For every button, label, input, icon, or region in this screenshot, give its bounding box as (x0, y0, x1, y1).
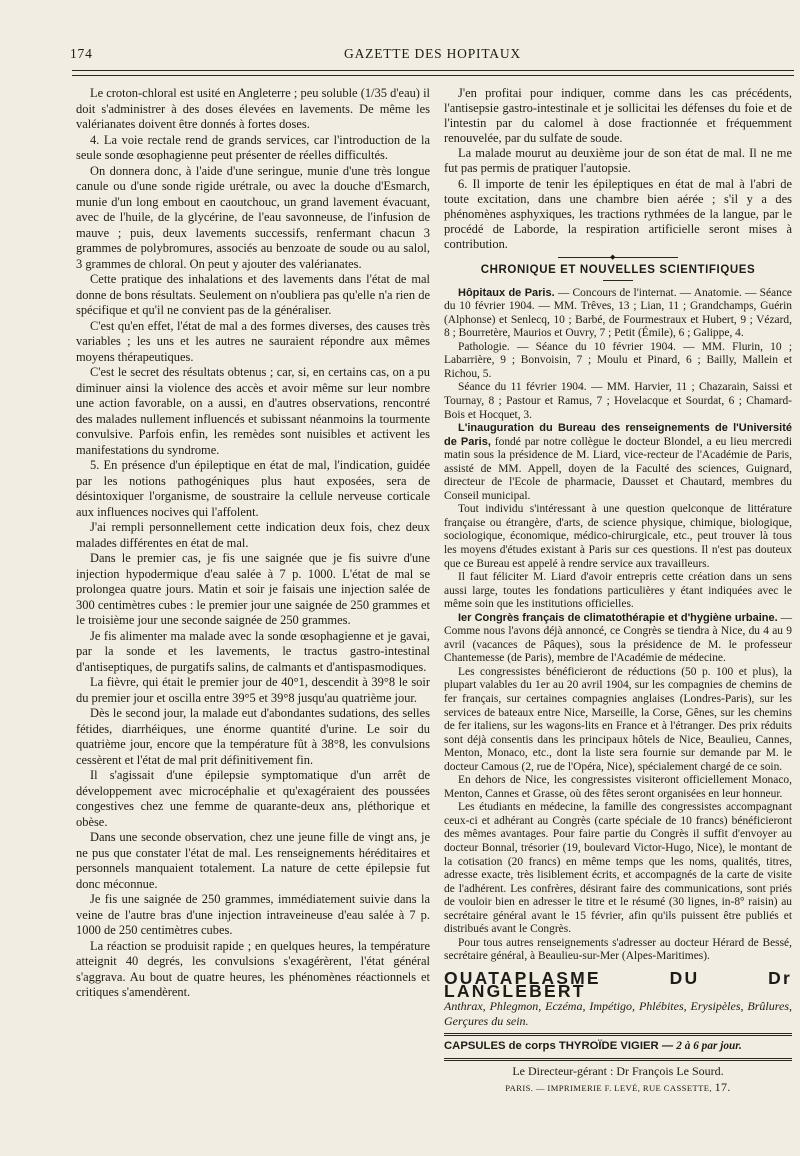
news-text: fondé par notre collègue le docteur Blondel, a eu lieu mercredi matin sous la présidence de M. Liard, vice-recteur de l'Académie de Paris, assisté de MM. Appell, doyen de la Faculté des sciences, Guignard, directeur de l'Ecole de pharmacie, Dausset et Chautard, membres du Conseil municipal. (444, 435, 792, 502)
news-text: — Comme nous l'avons déjà annoncé, ce Congrès se tiendra à Nice, du 4 au 9 avril (vacances de Pâques), sous la présidence de M. le professeur Chantemesse (de Paris), membre de l'Académie de médecine. (444, 611, 793, 665)
page-header (70, 46, 795, 66)
news-keyword: Ier Congrès français de climatothérapie et d'hygiène urbaine. (458, 611, 778, 624)
journal-title: GAZETTE DES HOPITAUX (344, 46, 521, 61)
printer-number: 17. (714, 1080, 731, 1095)
news-item: Pathologie. — Séance du 10 février 1904. — MM. Flurin, 10 ; Labarrière, 9 ; Bonvoisin, 7 ; Moulu et Pinard, 6 ; Bailly, Mallein et Richou, 5. (444, 340, 792, 380)
director-line: Le Directeur-gérant : Dr François Le Sourd. (512, 1063, 724, 1078)
paragraph: 6. Il importe de tenir les épileptiques en état de mal à l'abri de toute excitation, dans une chambre bien aérée ; s'il y a des phénomènes asphyxiques, les tractions rythmées de la langue, par le procédé de Laborde, la respiration artificielle seront mises à contribution. (444, 176, 792, 251)
news-item (444, 612, 792, 666)
paragraph: J'ai rempli personnellement cette indication deux fois, chez deux malades différentes en état de mal. (76, 520, 430, 550)
news-item (444, 287, 792, 341)
paragraph: Cette pratique des inhalations et des lavements dans l'état de mal donne de bons résultats. Seulement on n'oubliera pas qu'elle n'a rien de spécifique et qu'il ne convient pas de la généraliser. (76, 272, 430, 317)
news-text: — Concours de l'internat. — Anatomie. — Séance du 10 février 1904. — MM. Trêves, 13 ; Lian, 11 ; Grandchamps, Guérin (Alphonse) et Senlecq, 10 ; Barbé, de Fourmestraux et Hubert, 9 ; Vézard, 8 ; Bourretère, Maurios et Ouvry, 7 ; Petit (Émile), 6 ; Galippe, 4. (444, 286, 792, 340)
ad-divider (444, 1033, 792, 1036)
paragraph: 4. La voie rectale rend de grands services, car l'introduction de la seule sonde œsophagienne peut présenter de réelles difficultés. (76, 132, 430, 162)
news-item: Tout individu s'intéressant à une question quelconque de littérature française ou étrangère, d'arts, de science physique, chimique, biologique, sociologique, économique, médico-chirurgicale, etc., peut trouver là tous les moyens d'études existant à Paris sur ces questions. Il n'est pas douteux que ce Bureau est appelé à rendre service aux travailleurs. (444, 503, 792, 570)
paragraph: Dès le second jour, la malade eut d'abondantes sudations, des selles fétides, diarrhéiques, une énorme quantité d'urine. Le soir du quatrième jour, encore que la température fût à 38°8, les convulsions cessèrent et l'état de mal prit définitivement fin. (76, 706, 430, 767)
news-keyword: L'inauguration du Bureau des renseignements de l'Université de Paris, (444, 422, 792, 448)
paragraph: La réaction se produisit rapide ; en quelques heures, la température atteignit 40 degrés, les convulsions s'exagérèrent, l'état général s'aggrava. Au bout de quatre heures, les phénomènes réactionnels et critiques s'amendèrent. (76, 938, 430, 999)
news-item: En dehors de Nice, les congressistes visiteront officiellement Monaco, Menton, Cannes et Grasse, où des fêtes seront organisées en leur honneur. (444, 774, 792, 800)
news-item: Les étudiants en médecine, la famille des congressistes accompagnant ceux-ci et adhérant au Congrès (carte spéciale de 10 francs) bénéficieront des mêmes avantages. Pour faire partie du Congrès il suffit d'envoyer au docteur Bonnal, trésorier (19, boulevard Victor-Hugo, Nice), le montant de la cotisation (20 francs) en même temps que les noms, qualités, titres, adresse exacte, très lisiblement écrits, et accompagnés de la carte de visite de l'adhérent. Les confrères, désirant faire des communications, sont priés de vouloir bien en adresser le titre et le résumé (30 lignes, in-8° raisin) au secrétaire général avant le 15 février, afin qu'ils puissent être publiés et distribués avant le Congrès. (444, 801, 792, 936)
news-item: Séance du 11 février 1904. — MM. Harvier, 11 ; Chazarain, Saissi et Tournay, 8 ; Pastour et Ramus, 7 ; Hovelacque et Sourdat, 6 ; Chamard-Bois et Hocquet, 3. (444, 381, 792, 421)
paragraph: On donnera donc, à l'aide d'une seringue, munie d'une très longue canule ou d'une sonde rigide urétrale, ou avec la douche d'Esmarch, munie d'un long embout en caoutchouc, un grand lavement évacuant, avec de l'huile, de la glycérine, de l'eau savonneuse, de l'infusion de mauve ; puis, deux lavements successifs, renfermant chacun 3 grammes de polybromures, associés au benzoate de soude ou au salol, 3 grammes de chloral. On peut y ajouter des valérianates. (76, 163, 430, 271)
title-underline (603, 280, 633, 281)
paragraph: La malade mourut au deuxième jour de son état de mal. Il ne me fut pas permis de pratiquer l'autopsie. (444, 146, 792, 176)
ad-divider (444, 1058, 792, 1061)
paragraph: Dans le premier cas, je fis une saignée que je fis suivre d'une injection hypodermique d'eau salée à 7 p. 1000. L'état de mal se prolongea quatre jours. Matin et soir je faisais une injection salée de 300 centimètres cubes : le premier jour une saignée de 250 grammes et le troisième jour une seconde saignée de 250 grammes. (76, 551, 430, 627)
ad-text: CAPSULES de corps THYROÏDE VIGIER — (444, 1040, 677, 1053)
paragraph: J'en profitai pour indiquer, comme dans les cas précédents, l'antisepsie gastro-intestinale et je sollicitai les défenses du foie et de l'intestin par du calomel à dose fractionnée et fréquemment renouvelée, par du sulfate de soude. (444, 86, 792, 146)
section-title: CHRONIQUE ET NOUVELLES SCIENTIFIQUES (480, 264, 756, 277)
advertisement-title: OUATAPLASME DU Dr LANGLEBERT (444, 967, 792, 1002)
paragraph: Je fis une saignée de 250 grammes, immédiatement suivie dans la veine de l'autre bras d'une injection intraveineuse d'eau salée à 7 p. 1000 de 250 centimètres cubes. (76, 892, 430, 937)
news-keyword: Hôpitaux de Paris. (458, 286, 555, 299)
right-column (444, 86, 792, 1096)
paragraph: Le croton-chloral est usité en Angleterre ; peu soluble (1/35 d'eau) il doit s'administrer à des doses élevées en lavements. De même les valérianates doivent être donnés à fortes doses. (76, 86, 430, 131)
paragraph: Dans une seconde observation, chez une jeune fille de vingt ans, je ne pus que constater l'état de mal. Les renseignements héréditaires et personnels manquaient totalement. La nature de cette épilepsie fut donc méconnue. (76, 830, 430, 891)
page-number: 174 (70, 46, 93, 61)
ornament-divider (558, 257, 678, 258)
advertisement-subtitle: Anthrax, Phlegmon, Eczéma, Impétigo, Phlébites, Erysipèles, Brûlures, Gerçures du sein. (444, 999, 792, 1029)
ad-dosage: 2 à 6 par jour. (676, 1040, 742, 1053)
news-item: Pour tous autres renseignements s'adresser au docteur Hérard de Bessé, secrétaire général, à Beaulieu-sur-Mer (Alpes-Maritimes). (444, 936, 792, 963)
article-continuation (444, 86, 792, 252)
paragraph: La fièvre, qui était le premier jour de 40°1, descendit à 39°8 le soir du premier jour et oscilla entre 39°5 et 39°8 jusqu'au quatrième jour. (76, 675, 430, 705)
news-item: Les congressistes bénéficieront de réductions (50 p. 100 et plus), la plupart valables du 1er au 20 avril 1904, sur les compagnies de chemins de fer français, sur certaines compagnies anglaises (Londres-Paris), sur les services de bateaux entre Nice, Marseille, la Corse, Gênes, sur les chemins de fer italiens, sur les wagons-lits en France et à l'étranger. Des prix réduits sont déjà consentis dans les principaux hôtels de Nice, Beaulieu, Cannes, Menton, Monaco, etc., dont la liste sera fournie sur demande par M. le docteur Camous (2, rue de l'Opéra, Nice), spécialement chargé de ce soin. (444, 665, 792, 773)
left-column (76, 86, 430, 1001)
paragraph: Je fis alimenter ma malade avec la sonde œsophagienne et je gavai, par la sonde et les lavements, le tractus gastro-intestinal d'antiseptiques, de purgatifs salins, de calmants et d'antispasmodiques. (76, 628, 430, 674)
paragraph: C'est qu'en effet, l'état de mal a des formes diverses, des causes très variables ; les uns et les autres ne sauraient répondre aux mêmes moyens thérapeutiques. (76, 318, 430, 364)
printer-line (444, 1081, 792, 1096)
paragraph: C'est le secret des résultats obtenus ; car, si, en certains cas, on a pu diminuer ainsi la violence des accès et avoir même sur leur nombre une action favorable, on a aussi, en d'autres observations, rencontré des malades nullement influencés et subissant néanmoins la tourmente convulsive. Parfois enfin, les remèdes sont nuisibles et activent les manifestations du syndrome. (76, 365, 430, 457)
printer-text: PARIS. — IMPRIMERIE F. LEVÉ, RUE CASSETTE, (505, 1083, 715, 1094)
paragraph: 5. En présence d'un épileptique en état de mal, l'indication, guidée par les notions pathogéniques plus haut exposées, sera de désintoxiquer l'organisme, de soustraire la cellule nerveuse corticale aux influences nocives qui l'affolent. (76, 458, 430, 519)
advertisement-capsules (444, 1040, 792, 1054)
header-rule (72, 70, 794, 76)
paragraph: Il s'agissait d'une épilepsie symptomatique d'un arrêt de développement avec microcéphalie et qu'exagéraient des poussées congestives chez une femme de quarante-deux ans, pléthorique et obèse. (76, 768, 430, 829)
news-item (444, 422, 792, 503)
news-item: Il faut féliciter M. Liard d'avoir entrepris cette création dans un sens aussi large, toutes les fondations particulières y étant indiquées avec le même soin que les institutions officielles. (444, 571, 792, 611)
